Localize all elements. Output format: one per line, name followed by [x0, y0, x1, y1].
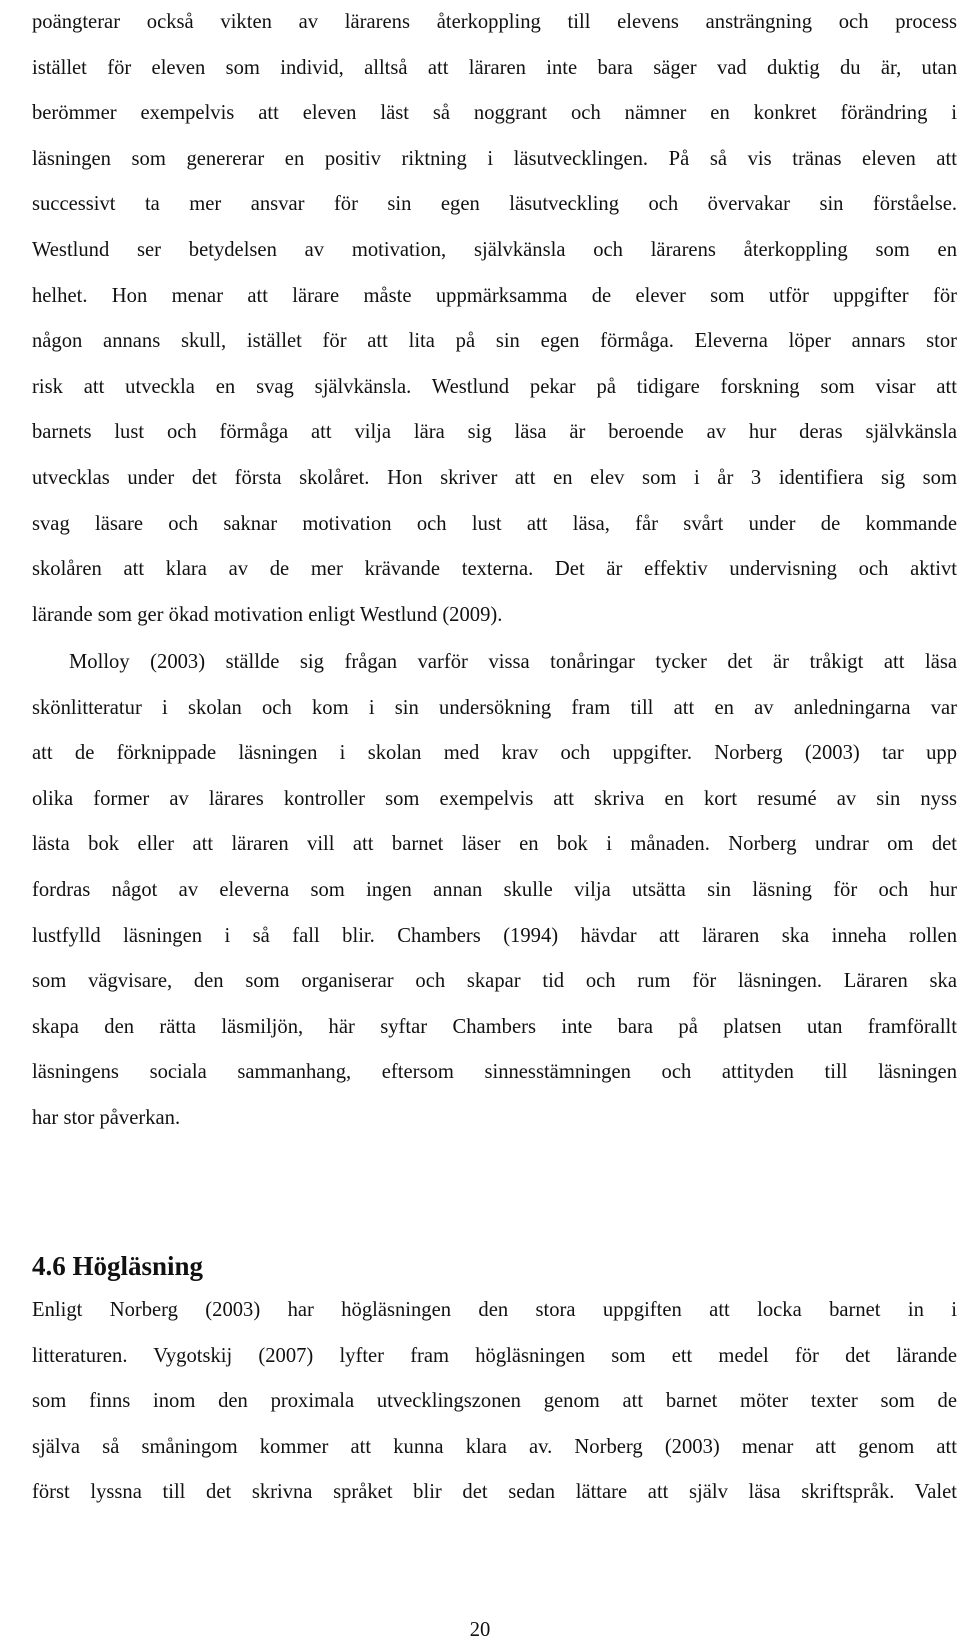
paragraph-1: [32, 0, 957, 638]
text-line: poängterar också vikten av lärarens återkoppling till elevens ansträngning och process: [32, 11, 957, 33]
page-number: 20: [469, 1619, 491, 1641]
text-line: olika former av lärares kontroller som exempelvis att skriva en kort resumé av sin nyss: [32, 787, 957, 810]
text-line: någon annans skull, istället för att lita på sin egen förmåga. Eleverna löper annars stor: [32, 330, 957, 353]
paragraph-2: [32, 640, 957, 1142]
text-line: svag läsare och saknar motivation och lust att läsa, får svårt under de kommande: [32, 512, 957, 535]
text-line: själva så småningom kommer att kunna klara av. Norberg (2003) menar att genom att: [32, 1435, 957, 1458]
text-line: Molloy (2003) ställde sig frågan varför vissa tonåringar tycker det är tråkigt att läsa: [69, 651, 957, 673]
text-line: lustfylld läsningen i så fall blir. Chambers (1994) hävdar att läraren ska inneha rollen: [32, 924, 957, 947]
text-line: berömmer exempelvis att eleven läst så noggrant och nämner en konkret förändring i: [32, 102, 957, 125]
text-line: som vägvisare, den som organiserar och skapar tid och rum för läsningen. Läraren ska: [32, 970, 957, 993]
text-line: först lyssna till det skrivna språket blir det sedan lättare att själv läsa skriftspråk. Valet: [32, 1481, 957, 1504]
text-line: har stor påverkan.: [32, 1106, 181, 1129]
text-line: risk att utveckla en svag självkänsla. Westlund pekar på tidigare forskning som visar att: [32, 375, 957, 398]
text-line: litteraturen. Vygotskij (2007) lyfter fram högläsningen som ett medel för det lärande: [32, 1344, 957, 1367]
text-line: läsningen som genererar en positiv riktning i läsutvecklingen. På så vis tränas eleven att: [32, 147, 957, 170]
text-line: utvecklas under det första skolåret. Hon skriver att en elev som i år 3 identifiera sig som: [32, 466, 957, 489]
text-line: skapa den rätta läsmiljön, här syftar Chambers inte bara på platsen utan framförallt: [32, 1015, 957, 1038]
text-line: Enligt Norberg (2003) har högläsningen den stora uppgiften att locka barnet in i: [32, 1299, 957, 1321]
text-line: att de förknippade läsningen i skolan med krav och uppgifter. Norberg (2003) tar upp: [32, 742, 957, 765]
text-line: lästa bok eller att läraren vill att barnet läser en bok i månaden. Norberg undrar om det: [32, 833, 957, 856]
text-line: Westlund ser betydelsen av motivation, självkänsla och lärarens återkoppling som en: [32, 238, 957, 261]
text-line: successivt ta mer ansvar för sin egen läsutveckling och övervakar sin förståelse.: [32, 193, 957, 216]
text-line: lärande som ger ökad motivation enligt Westlund (2009).: [32, 603, 503, 626]
text-line: barnets lust och förmåga att vilja lära sig läsa är beroende av hur deras självkänsla: [32, 421, 957, 444]
paragraph-3: [32, 1288, 957, 1516]
text-line: skolåren att klara av de mer krävande texterna. Det är effektiv undervisning och aktivt: [32, 558, 957, 581]
text-line: helhet. Hon menar att lärare måste uppmärksamma de elever som utför uppgifter för: [32, 284, 957, 307]
section-heading: 4.6 Högläsning: [32, 1251, 204, 1281]
text-line: skönlitteratur i skolan och kom i sin undersökning fram till att en av anledningarna var: [32, 696, 957, 719]
text-line: istället för eleven som individ, alltså att läraren inte bara säger vad duktig du är, utan: [32, 56, 957, 79]
text-line: som finns inom den proximala utvecklingszonen genom att barnet möter texter som de: [32, 1390, 957, 1413]
text-line: fordras något av eleverna som ingen annan skulle vilja utsätta sin läsning för och hur: [32, 878, 957, 901]
text-line: läsningens sociala sammanhang, eftersom sinnesstämningen och attityden till läsningen: [32, 1061, 957, 1084]
